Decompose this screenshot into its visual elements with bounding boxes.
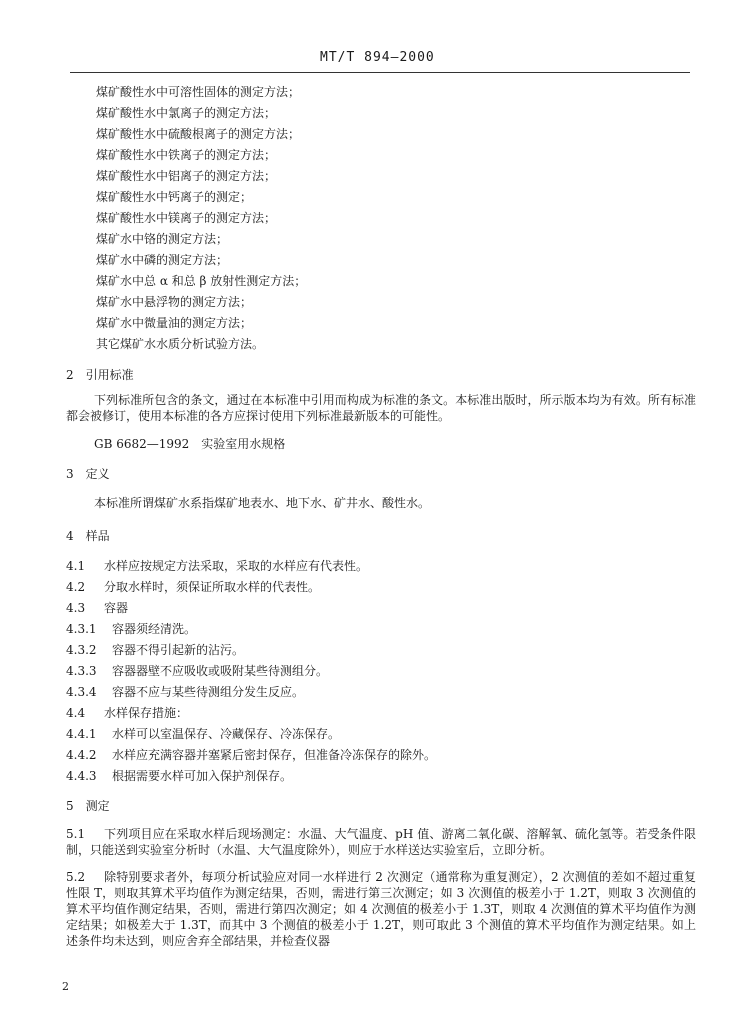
- clause: [66, 558, 368, 574]
- clause: [66, 663, 328, 679]
- list-item: 其它煤矿水水质分析试验方法。: [96, 337, 265, 351]
- section-heading: 4 样品: [66, 529, 110, 543]
- paragraph: 本标准所谓煤矿水系指煤矿地表水、地下水、矿井水、酸性水。: [94, 496, 431, 510]
- list-item: 煤矿水中微量油的测定方法；: [96, 316, 253, 330]
- clause-number: 4.3: [66, 601, 86, 615]
- clause-text: 水样应充满容器并塞紧后密封保存，但准备冷冻保存的除外。: [112, 748, 437, 762]
- clause-number: 4.4.3: [66, 769, 97, 783]
- clause-number: 4.3.2: [66, 643, 97, 657]
- section-heading: 2 引用标准: [66, 368, 134, 382]
- section-heading: 5 测定: [66, 799, 110, 813]
- clause-number: 5.2: [66, 870, 86, 884]
- clause-text: 水样应按规定方法采取，采取的水样应有代表性。: [104, 559, 369, 573]
- section-heading: 3 定义: [66, 467, 110, 481]
- clause-text: 容器: [104, 601, 129, 615]
- clause-number: 5.1: [66, 827, 86, 841]
- list-item: 煤矿酸性水中氯离子的测定方法；: [96, 106, 277, 120]
- clause: [66, 768, 292, 784]
- list-item: 煤矿水中磷的测定方法；: [96, 253, 229, 267]
- list-item: 煤矿酸性水中钙离子的测定；: [96, 190, 253, 204]
- clause-number: 4.3.4: [66, 685, 97, 699]
- clause-text: 下列项目应在采取水样后现场测定：水温、大气温度、pH 值、游离二氧化碳、溶解氧、硫化氢等。若受条件限制，只能送到实验室分析时（水温、大气温度除外），则应于水样送达实验室后，立即分析。: [66, 827, 696, 857]
- clause-number: 4.3.1: [66, 622, 97, 636]
- list-item: 煤矿酸性水中可溶性固体的测定方法；: [96, 85, 301, 99]
- list-item: 煤矿酸性水中硫酸根离子的测定方法；: [96, 127, 301, 141]
- clause-text: 分取水样时，须保证所取水样的代表性。: [104, 580, 321, 594]
- clause-text: 容器不应与某些待测组分发生反应。: [112, 685, 305, 699]
- list-item: 煤矿水中铬的测定方法；: [96, 232, 229, 246]
- paragraph: [66, 869, 696, 949]
- clause-text: 容器不得引起新的沾污。: [112, 643, 245, 657]
- clause-number: 4.2: [66, 580, 86, 594]
- page-header: [70, 44, 690, 73]
- clause-text: 水样可以室温保存、冷藏保存、冷冻保存。: [112, 727, 341, 741]
- paragraph: [66, 826, 696, 858]
- clause-text: 水样保存措施：: [104, 706, 189, 720]
- clause-number: 4.4.1: [66, 727, 97, 741]
- clause-text: 根据需要水样可加入保护剂保存。: [112, 769, 293, 783]
- clause-text: 容器须经清洗。: [112, 622, 197, 636]
- list-item: 煤矿酸性水中铝离子的测定方法；: [96, 169, 277, 183]
- list-item: 煤矿酸性水中铁离子的测定方法；: [96, 148, 277, 162]
- clause: [66, 747, 436, 763]
- clause: [66, 726, 340, 742]
- clause-number: 4.3.3: [66, 664, 97, 678]
- paragraph: 下列标准所包含的条文，通过在本标准中引用而构成为标准的条文。本标准出版时，所示版本均为有效。所有标准都会被修订，使用本标准的各方应探讨使用下列标准最新版本的可能性。: [66, 393, 696, 423]
- clause: [66, 600, 128, 616]
- clause-number: 4.4: [66, 706, 86, 720]
- clause: [66, 621, 196, 637]
- reference-line: GB 6682—1992 实验室用水规格: [94, 437, 286, 451]
- clause-text: 容器器壁不应吸收或吸附某些待测组分。: [112, 664, 329, 678]
- clause-number: 4.4.2: [66, 748, 97, 762]
- clause: [66, 642, 244, 658]
- clause: [66, 684, 304, 700]
- list-item: 煤矿水中悬浮物的测定方法；: [96, 295, 253, 309]
- clause-number: 4.1: [66, 559, 86, 573]
- list-item: 煤矿水中总 α 和总 β 放射性测定方法；: [96, 274, 307, 288]
- standard-code: MT/T 894—2000: [320, 50, 435, 65]
- clause: [66, 579, 320, 595]
- list-item: 煤矿酸性水中镁离子的测定方法；: [96, 211, 277, 225]
- page-number: 2: [62, 980, 69, 993]
- clause: [66, 705, 188, 721]
- clause-text: 除特别要求者外，每项分析试验应对同一水样进行 2 次测定（通常称为重复测定），2 次测值的差如不超过重复性限 T，则取其算术平均值作为测定结果，否则，需进行第三次测定；如 3 次测值的极差小于 1.2T，则取 3 次测值的算术平均值作测定结果，否则，需进行第四次测定；如 4 次测值的极差小于 1.3T，则取 4 次测值的算术平均值作为测定结果；如极差大于 1.3T，而其中 3 个测值的极差小于 1.2T，则可取此 3 个测值的算术平均值作为测定结果。如上述条件均未达到，则应舍弃全部结果，并检查仪器: [66, 870, 696, 948]
